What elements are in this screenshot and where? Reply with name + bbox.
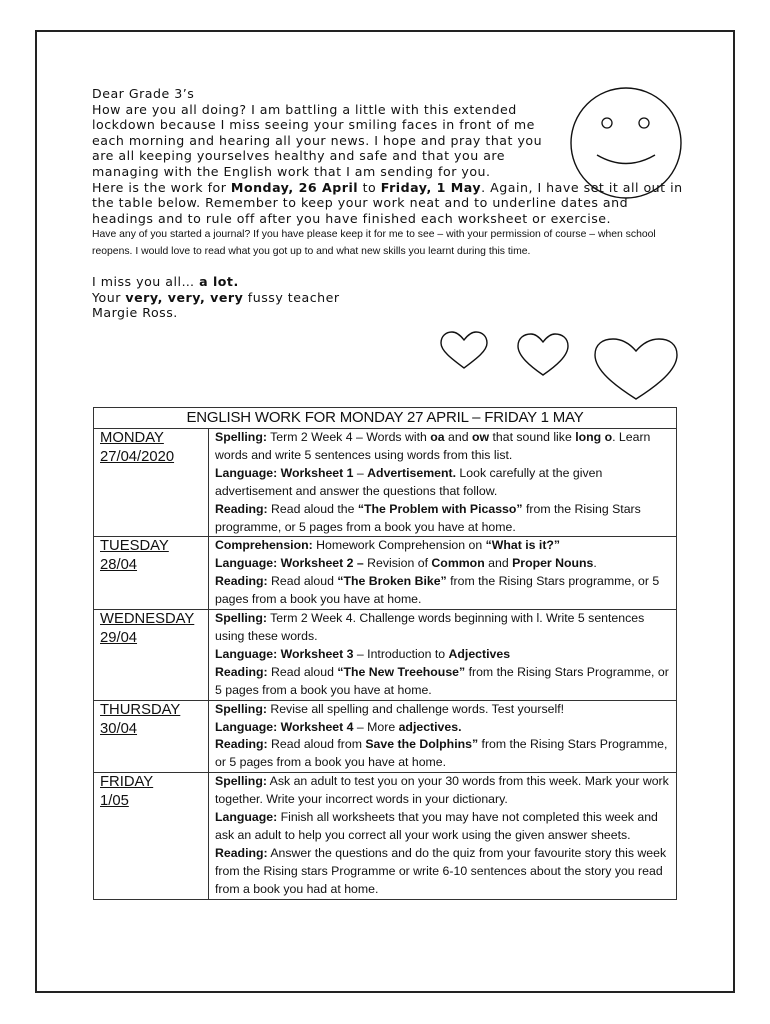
task-label: Language: Worksheet 1 — [215, 465, 354, 480]
task-item — [215, 537, 672, 555]
heart-icon — [518, 334, 568, 375]
table-row — [94, 773, 677, 899]
task-cell — [209, 537, 677, 610]
task-item — [215, 465, 672, 501]
emphasis: very, very, very — [125, 289, 244, 305]
day-date: 28/04 — [100, 557, 138, 574]
table-row — [94, 537, 677, 610]
task-emphasis: “What is it?” — [485, 538, 561, 553]
task-item — [215, 845, 672, 899]
task-text: Revision of — [363, 556, 432, 571]
day-date: 29/04 — [100, 630, 138, 647]
letter — [92, 86, 692, 321]
table-row — [94, 700, 677, 773]
task-label: Spelling: — [215, 774, 267, 789]
task-emphasis: Save the Dolphins” — [365, 737, 479, 752]
task-text: Ask an adult to test you on your 30 words from this week. Mark your work together. Write your incorrect words in your dictionary. — [215, 774, 669, 807]
day-cell — [94, 537, 209, 610]
task-emphasis: Adjectives — [448, 646, 511, 661]
task-text: . Learn words and write 5 sentences using words from this list. — [215, 430, 651, 462]
task-cell — [209, 700, 677, 773]
task-label: Reading: — [215, 737, 268, 752]
task-item — [215, 773, 672, 809]
task-emphasis: Common — [431, 556, 485, 571]
task-emphasis: long o — [575, 430, 613, 444]
task-text: – — [353, 465, 368, 480]
task-label: Reading: — [215, 574, 268, 589]
task-text: Read aloud from — [267, 737, 366, 752]
task-text: from the Rising Stars programme, or 5 pages from a book you have at home. — [215, 574, 660, 607]
task-label: Language: Worksheet 4 — [215, 719, 354, 734]
task-item — [215, 809, 672, 845]
task-text: from the Rising Stars Programme, or 5 pages from a book you have at home. — [215, 737, 668, 770]
day-cell — [94, 700, 209, 773]
task-emphasis: Advertisement. — [367, 465, 457, 480]
task-label: Reading: — [215, 664, 268, 679]
task-item — [215, 501, 672, 537]
task-text: Term 2 Week 4. Challenge words beginning with l. Write 5 sentences using these words. — [215, 611, 645, 643]
letter-paragraph-work — [92, 180, 692, 227]
task-label: Language: Worksheet 2 – — [215, 556, 364, 571]
emphasis: a lot. — [199, 274, 239, 290]
date-start: Monday, 26 April — [230, 179, 359, 195]
day-date: 27/04/2020 — [100, 449, 175, 465]
heart-icon — [441, 332, 487, 368]
task-label: Language: — [215, 810, 278, 825]
task-item — [215, 555, 672, 573]
task-emphasis: “The Problem with Picasso” — [357, 501, 523, 516]
heart-icon — [595, 339, 677, 399]
task-text: from the Rising Stars Programme, or 5 pages from a book you have at home. — [215, 664, 669, 697]
day-date: 30/04 — [100, 720, 138, 737]
day-cell — [94, 610, 209, 701]
task-item — [215, 646, 672, 664]
task-text: Look carefully at the given advertisement and answer the questions that follow. — [215, 465, 603, 498]
task-item — [215, 719, 672, 737]
task-text: Read aloud the — [267, 501, 358, 516]
text: Your — [92, 289, 126, 305]
day-name: FRIDAY — [100, 774, 154, 791]
task-label: Spelling: — [215, 701, 267, 716]
table-row — [94, 610, 677, 701]
task-item — [215, 610, 672, 646]
task-text: – More — [353, 719, 399, 734]
day-name: MONDAY — [100, 430, 164, 446]
task-text: Homework Comprehension on — [312, 538, 486, 553]
task-text: Finish all worksheets that you may have not completed this week and ask an adult to help you correct all your work using the given answer sheets. — [215, 810, 658, 842]
task-text: Answer the questions and do the quiz from your favourite story this week from the Rising stars Programme or write 6-10 sentences about the story you read from a book you had at home. — [215, 845, 667, 896]
task-cell — [209, 773, 677, 899]
date-end: Friday, 1 May — [380, 179, 482, 195]
task-emphasis: ow — [471, 430, 490, 444]
task-label: Reading: — [215, 845, 268, 860]
table-body — [94, 429, 677, 900]
day-cell — [94, 429, 209, 537]
task-item — [215, 664, 672, 700]
greeting: Dear Grade 3’s — [92, 86, 195, 101]
task-emphasis: Proper Nouns — [512, 556, 594, 571]
table-row — [94, 429, 677, 537]
text: fussy teacher — [243, 289, 340, 305]
task-text: – Introduction to — [353, 646, 449, 661]
task-text: and — [484, 556, 513, 571]
task-label: Reading: — [215, 501, 268, 516]
task-emphasis: “The New Treehouse” — [337, 664, 466, 679]
day-name: THURSDAY — [100, 701, 181, 718]
task-item — [215, 701, 672, 719]
task-cell — [209, 429, 677, 537]
task-label: Comprehension: — [215, 538, 313, 553]
journal-note: Have any of you started a journal? If you have please keep it for me to see – with your permission of course – when school reopens. I would love to read what you got up to and what new skills you learnt during this time. — [92, 229, 656, 257]
table-title: ENGLISH WORK FOR MONDAY 27 APRIL – FRIDAY 1 MAY — [94, 408, 677, 429]
day-date: 1/05 — [100, 793, 129, 810]
text: I miss you all… — [92, 274, 200, 290]
task-emphasis: adjectives. — [398, 719, 462, 734]
day-name: TUESDAY — [100, 538, 169, 555]
task-text: that sound like — [489, 430, 576, 444]
task-text: . — [593, 556, 597, 571]
task-label: Spelling: — [215, 611, 267, 626]
signature-line — [92, 290, 692, 306]
task-label: Spelling: — [215, 430, 267, 444]
task-text: Term 2 Week 4 – Words with — [266, 430, 431, 444]
task-label: Language: Worksheet 3 — [215, 646, 354, 661]
text: . Again, I have set it all out in the table below. Remember to keep your work neat and to underline dates and headings and to rule off after you have finished each worksheet or exercise. — [92, 179, 683, 226]
task-text: from the Rising Stars programme, or 5 pages from a book you have at home. — [215, 501, 641, 534]
miss-line — [92, 274, 692, 290]
task-text: Read aloud — [267, 664, 338, 679]
letter-paragraph: How are you all doing? I am battling a little with this extended lockdown because I miss seeing your smiling faces in front of me each morning and hearing all your news. I hope and pray that you are all keeping yourselves healthy and safe and that you are managing with the English work that I am sending for you. — [92, 101, 543, 179]
task-text: Revise all spelling and challenge words. Test yourself! — [266, 701, 565, 716]
task-emphasis: oa — [430, 430, 445, 444]
task-cell — [209, 610, 677, 701]
text: Here is the work for — [92, 179, 231, 195]
day-cell — [94, 773, 209, 899]
task-text: Read aloud — [267, 574, 338, 589]
task-item — [215, 736, 672, 772]
task-text: and — [444, 430, 472, 444]
day-name: WEDNESDAY — [100, 611, 195, 628]
teacher-name: Margie Ross. — [92, 305, 178, 321]
text: to — [358, 179, 381, 195]
task-item — [215, 573, 672, 609]
task-emphasis: “The Broken Bike” — [337, 574, 447, 589]
closing — [92, 274, 692, 321]
task-item — [215, 429, 672, 465]
work-table — [93, 407, 677, 900]
